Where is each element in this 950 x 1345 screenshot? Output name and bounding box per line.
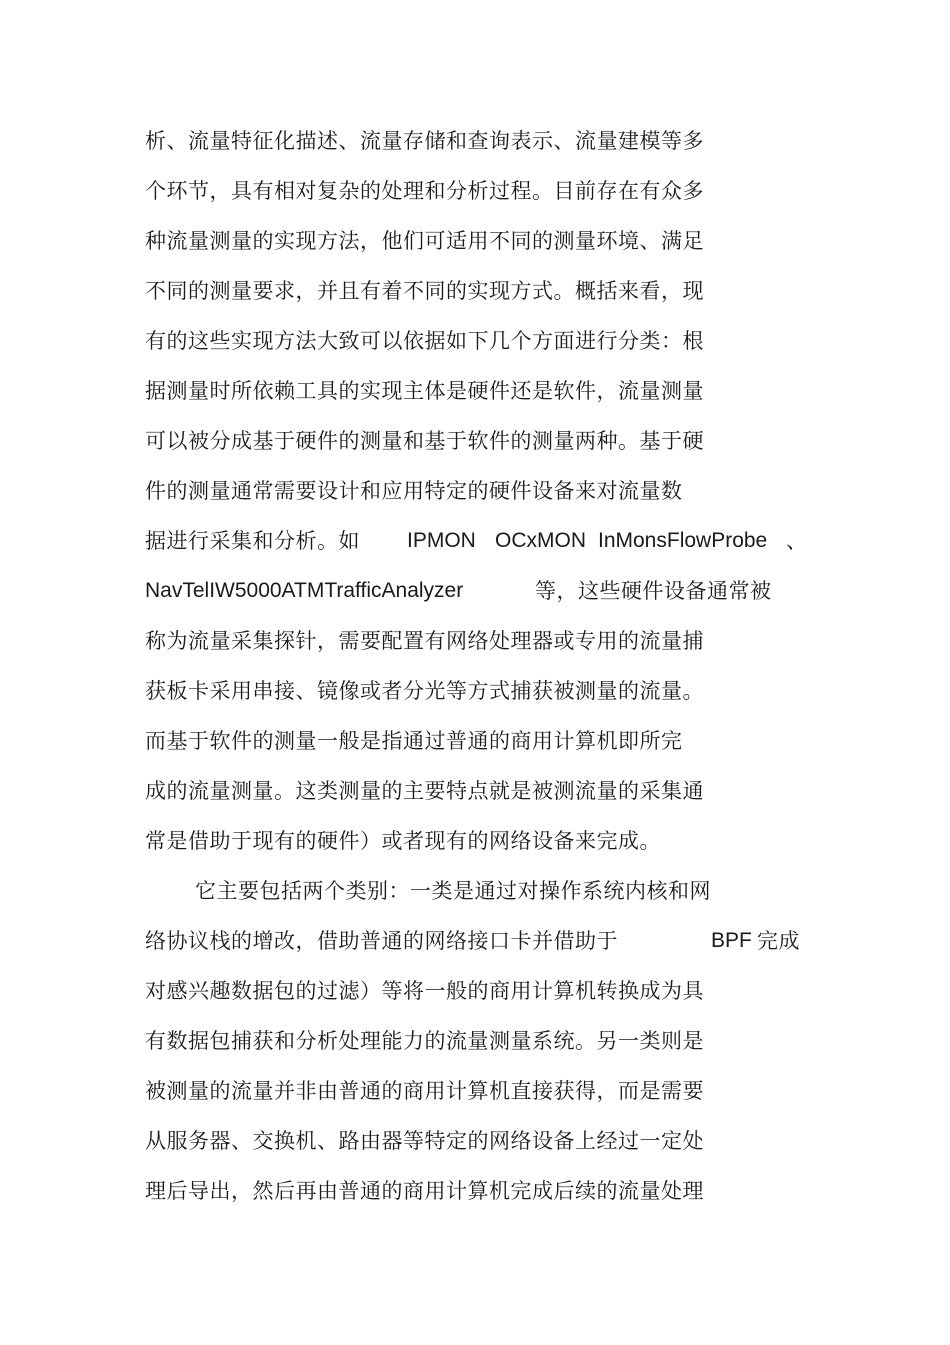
text-line: 件的测量通常需要设计和应用特定的硬件设备来对流量数 <box>145 479 683 503</box>
text-line: 被测量的流量并非由普通的商用计算机直接获得，而是需要 <box>145 1079 704 1103</box>
text-segment: InMonsFlowProbe <box>598 529 768 552</box>
text-line: 有数据包捕获和分析处理能力的流量测量系统。另一类则是 <box>145 1029 704 1053</box>
text-line <box>145 576 825 606</box>
text-line: 成的流量测量。这类测量的主要特点就是被测流量的采集通 <box>145 779 704 803</box>
text-line: 不同的测量要求，并且有着不同的实现方式。概括来看，现 <box>145 279 704 303</box>
text-line: 从服务器、交换机、路由器等特定的网络设备上经过一定处 <box>145 1129 704 1153</box>
text-line: 析、流量特征化描述、流量存储和查询表示、流量建模等多 <box>145 129 704 153</box>
text-line <box>145 526 825 556</box>
text-line: 对感兴趣数据包的过滤）等将一般的商用计算机转换成为具 <box>145 979 704 1003</box>
text-line <box>145 926 825 956</box>
text-line: 种流量测量的实现方法，他们可适用不同的测量环境、满足 <box>145 229 704 253</box>
text-segment: IPMON <box>407 529 476 552</box>
text-segment: 据进行采集和分析。如 <box>145 529 360 553</box>
text-line: 有的这些实现方法大致可以依据如下几个方面进行分类：根 <box>145 329 704 353</box>
paragraph-first-line: 它主要包括两个类别：一类是通过对操作系统内核和网 <box>195 879 711 903</box>
text-segment: 等，这些硬件设备通常被 <box>535 579 772 603</box>
text-line: 据测量时所依赖工具的实现主体是硬件还是软件，流量测量 <box>145 379 704 403</box>
text-line: 可以被分成基于硬件的测量和基于软件的测量两种。基于硬 <box>145 429 704 453</box>
text-line: 称为流量采集探针，需要配置有网络处理器或专用的流量捕 <box>145 629 704 653</box>
text-segment: OCxMON <box>495 529 586 552</box>
text-segment: 、 <box>786 529 808 553</box>
text-segment: BPF <box>711 929 752 952</box>
text-line: 常是借助于现有的硬件）或者现有的网络设备来完成。 <box>145 829 661 853</box>
text-segment: 络协议栈的增改，借助普通的网络接口卡并借助于 <box>145 929 618 953</box>
text-line: 而基于软件的测量一般是指通过普通的商用计算机即所完 <box>145 729 683 753</box>
text-segment: 完成 <box>757 929 800 953</box>
text-line: 个环节，具有相对复杂的处理和分析过程。目前存在有众多 <box>145 179 704 203</box>
text-segment: NavTelIW5000ATMTrafficAnalyzer <box>145 579 464 602</box>
text-line: 理后导出，然后再由普通的商用计算机完成后续的流量处理 <box>145 1179 704 1203</box>
text-line: 获板卡采用串接、镜像或者分光等方式捕获被测量的流量。 <box>145 679 704 703</box>
